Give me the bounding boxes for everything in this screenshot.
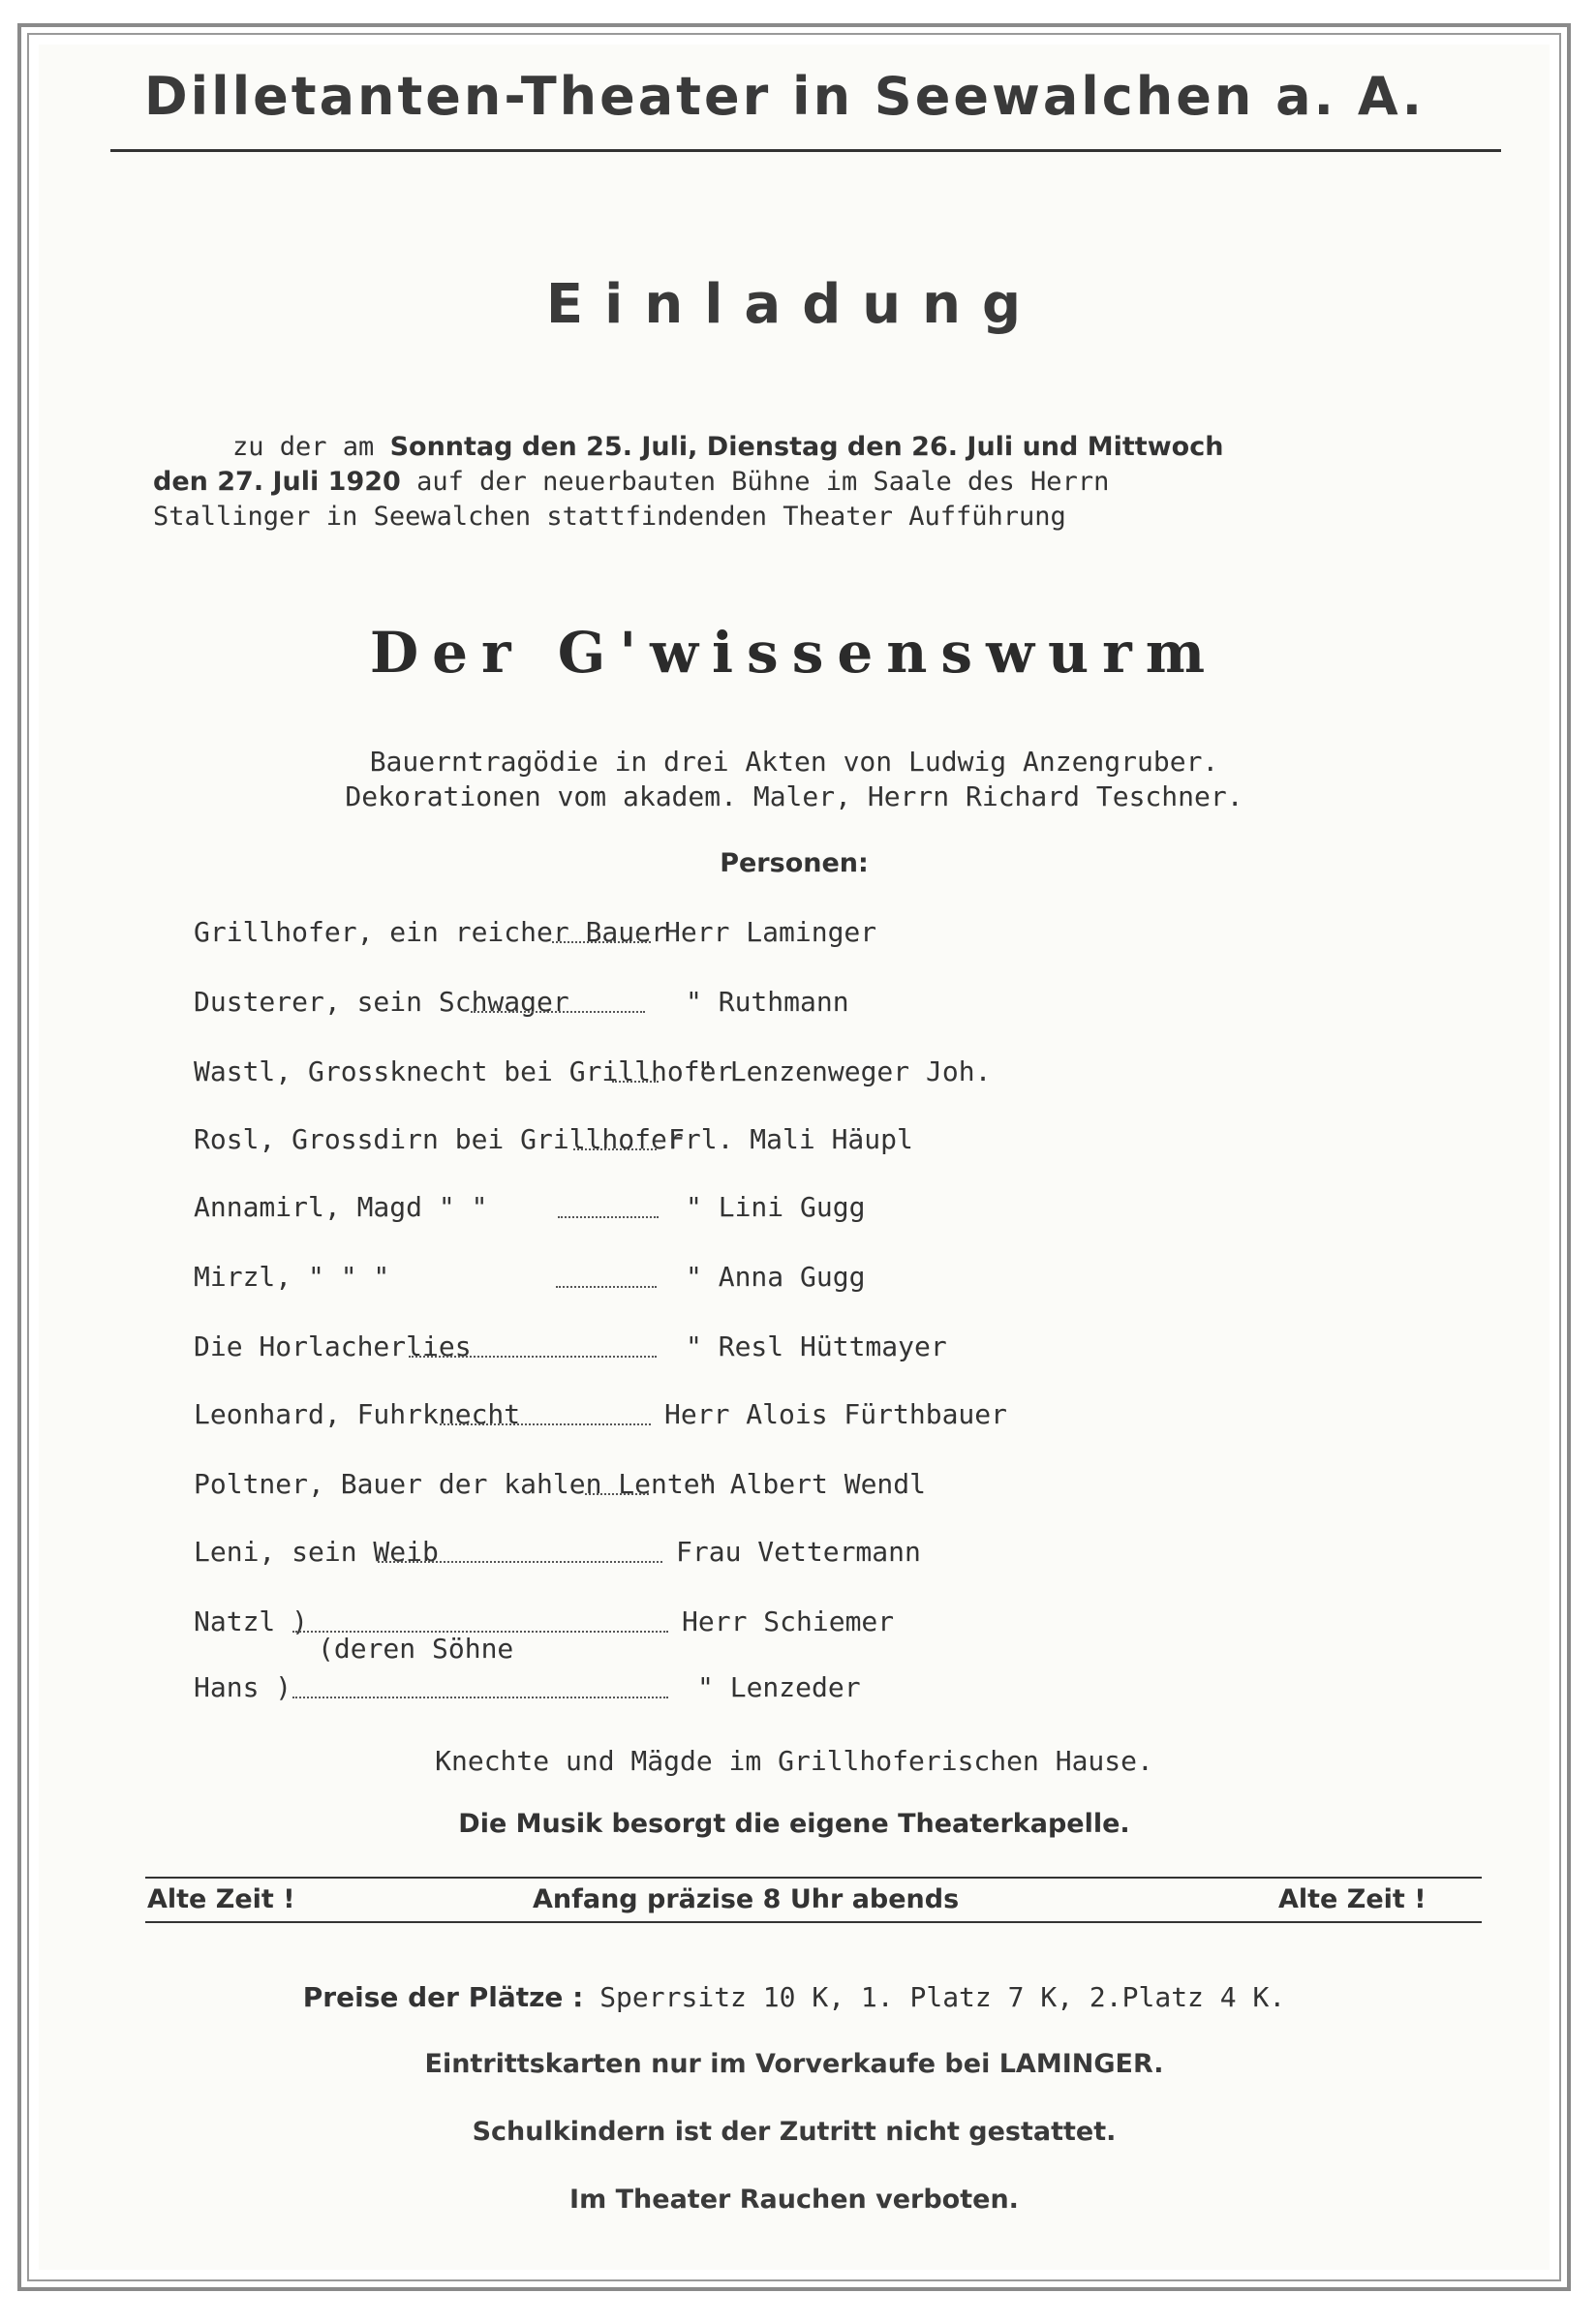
dot-leader [292,1697,668,1698]
cast-actor: Frau Vettermann [676,1536,921,1568]
dot-leader [573,1148,657,1150]
intro-final-date: den 27. Juli 1920 [153,467,401,497]
old-time-left: Alte Zeit ! [147,1884,295,1914]
prices-label: Preise der Plätze : [302,1981,584,2013]
cast-role: Die Horlacherlies [194,1330,472,1362]
cast-role: Grillhofer, ein reicher Bauer [194,916,667,948]
cast-actor: " Anna Gugg [686,1261,866,1293]
cast-actor: " Lenzeder [697,1671,861,1703]
play-genre: Bauerntragödie in drei Akten von Ludwig Anzengruber. [369,746,1219,778]
intro-dates: Sonntag den 25. Juli, Dienstag den 26. Juli und Mittwoch [389,432,1224,462]
cast-row [39,1123,1550,1162]
dot-leader [585,1493,649,1495]
prices-values: Sperrsitz 10 K, 1. Platz 7 K, 2.Platz 4 K. [599,1981,1286,2013]
intro-lead: zu der am [232,432,375,462]
cast-role: Poltner, Bauer der kahlen Lenten [194,1468,717,1500]
theater-name: Dilletanten-Theater in Seewalchen a. A. [143,66,1426,127]
cast-role: Wastl, Grossknecht bei Grillhofer [194,1055,733,1087]
play-decorations: Dekorationen vom akadem. Maler, Herrn Richard Teschner. [345,780,1243,812]
cast-row [39,1261,1550,1300]
cast-row [39,1605,1550,1644]
invitation-sheet [39,45,1550,2270]
start-time: Anfang präzise 8 Uhr abends [533,1884,960,1914]
invitation-heading: Einladung [545,273,1043,336]
dot-leader [558,1216,659,1218]
band-top-rule [145,1877,1482,1879]
cast-role: Annamirl, Magd " " [194,1191,488,1223]
cast-role: Dusterer, sein Schwager [194,986,569,1018]
cast-actor: " Ruthmann [686,986,849,1018]
dot-leader [552,941,651,943]
cast-actor: Herr Schiemer [682,1605,895,1637]
dot-leader [378,1561,662,1563]
servants-line: Knechte und Mägde im Grillhoferischen Hause. [435,1745,1153,1777]
intro-line-3: Stallinger in Seewalchen stattfindenden Theater Aufführung [153,502,1066,532]
music-line: Die Musik besorgt die eigene Theaterkapelle. [458,1809,1130,1839]
cast-role: Leni, sein Weib [194,1536,439,1568]
dot-leader [409,1356,657,1358]
header-divider [110,149,1501,152]
cast-actor: Herr Laminger [664,916,877,948]
cast-role: Leonhard, Fuhrknecht [194,1398,521,1430]
cast-row [39,1398,1550,1437]
cast-actor: " Albert Wendl [697,1468,927,1500]
ticket-notice: Eintrittskarten nur im Vorverkaufe bei LAMINGER. [424,2049,1164,2079]
smoking-notice: Im Theater Rauchen verboten. [569,2185,1019,2215]
prices-line [39,1981,1550,2013]
cast-row [39,916,1550,955]
cast-role: Natzl ) [194,1605,309,1637]
cast-row [39,1671,1550,1710]
old-time-right: Alte Zeit ! [1278,1884,1427,1914]
dot-leader [612,1081,659,1083]
cast-actor: Frl. Mali Häupl [668,1123,913,1155]
cast-actor: " Resl Hüttmayer [686,1330,947,1362]
cast-row [39,1536,1550,1575]
dot-leader [471,1011,645,1013]
cast-actor: Herr Alois Fürthbauer [664,1398,1008,1430]
cast-role: Mirzl, " " " [194,1261,390,1293]
cast-row [39,1468,1550,1507]
intro-venue: auf der neuerbauten Bühne im Saale des Herrn [416,467,1110,497]
intro-line-2 [153,465,1509,500]
play-title: Der G'wissenswurm [369,620,1219,686]
cast-actor: " Lini Gugg [686,1191,866,1223]
intro-line-1 [153,430,1509,465]
cast-role: Rosl, Grossdirn bei Grillhofer [194,1123,684,1155]
cast-row [39,1191,1550,1230]
cast-heading: Personen: [720,848,869,878]
dot-leader [556,1286,657,1288]
dot-leader [440,1423,651,1425]
children-notice: Schulkindern ist der Zutritt nicht gestattet. [472,2117,1117,2147]
cast-role: Hans ) [194,1671,292,1703]
cast-row [39,1055,1550,1094]
cast-actor: " Lenzenweger Joh. [697,1055,992,1087]
cast-row [39,986,1550,1024]
band-bottom-rule [145,1921,1482,1923]
sons-note: (deren Söhne [318,1633,514,1665]
cast-row [39,1330,1550,1369]
